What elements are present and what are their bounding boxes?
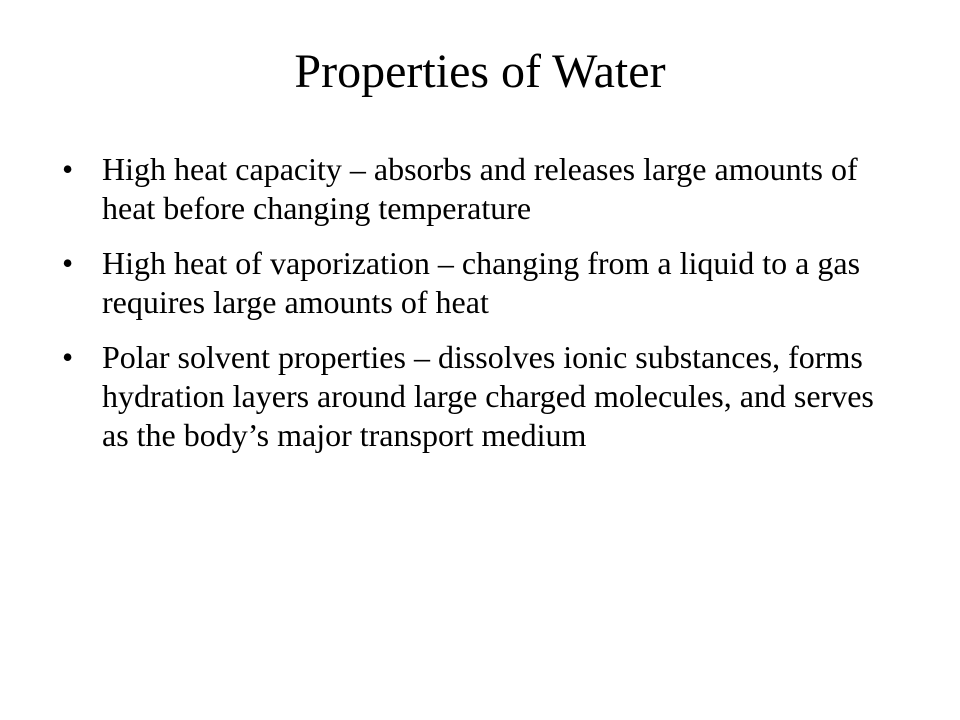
bullet-item bbox=[62, 244, 892, 322]
bullet-text: High heat of vaporization – changing from a liquid to a gas requires large amounts of heat bbox=[102, 245, 861, 320]
bullet-text: Polar solvent properties – dissolves ionic substances, forms hydration layers around large charged molecules, and serves as the body’s major transport medium bbox=[102, 339, 874, 453]
bullet-item bbox=[62, 150, 892, 228]
bullet-marker: • bbox=[62, 151, 74, 187]
bullet-text: High heat capacity – absorbs and releases large amounts of heat before changing temperature bbox=[102, 151, 858, 226]
bullet-marker: • bbox=[62, 339, 74, 375]
bullet-marker: • bbox=[62, 245, 74, 281]
slide-title: Properties of Water bbox=[294, 45, 666, 98]
bullet-list bbox=[62, 150, 892, 471]
bullet-item bbox=[62, 338, 892, 455]
